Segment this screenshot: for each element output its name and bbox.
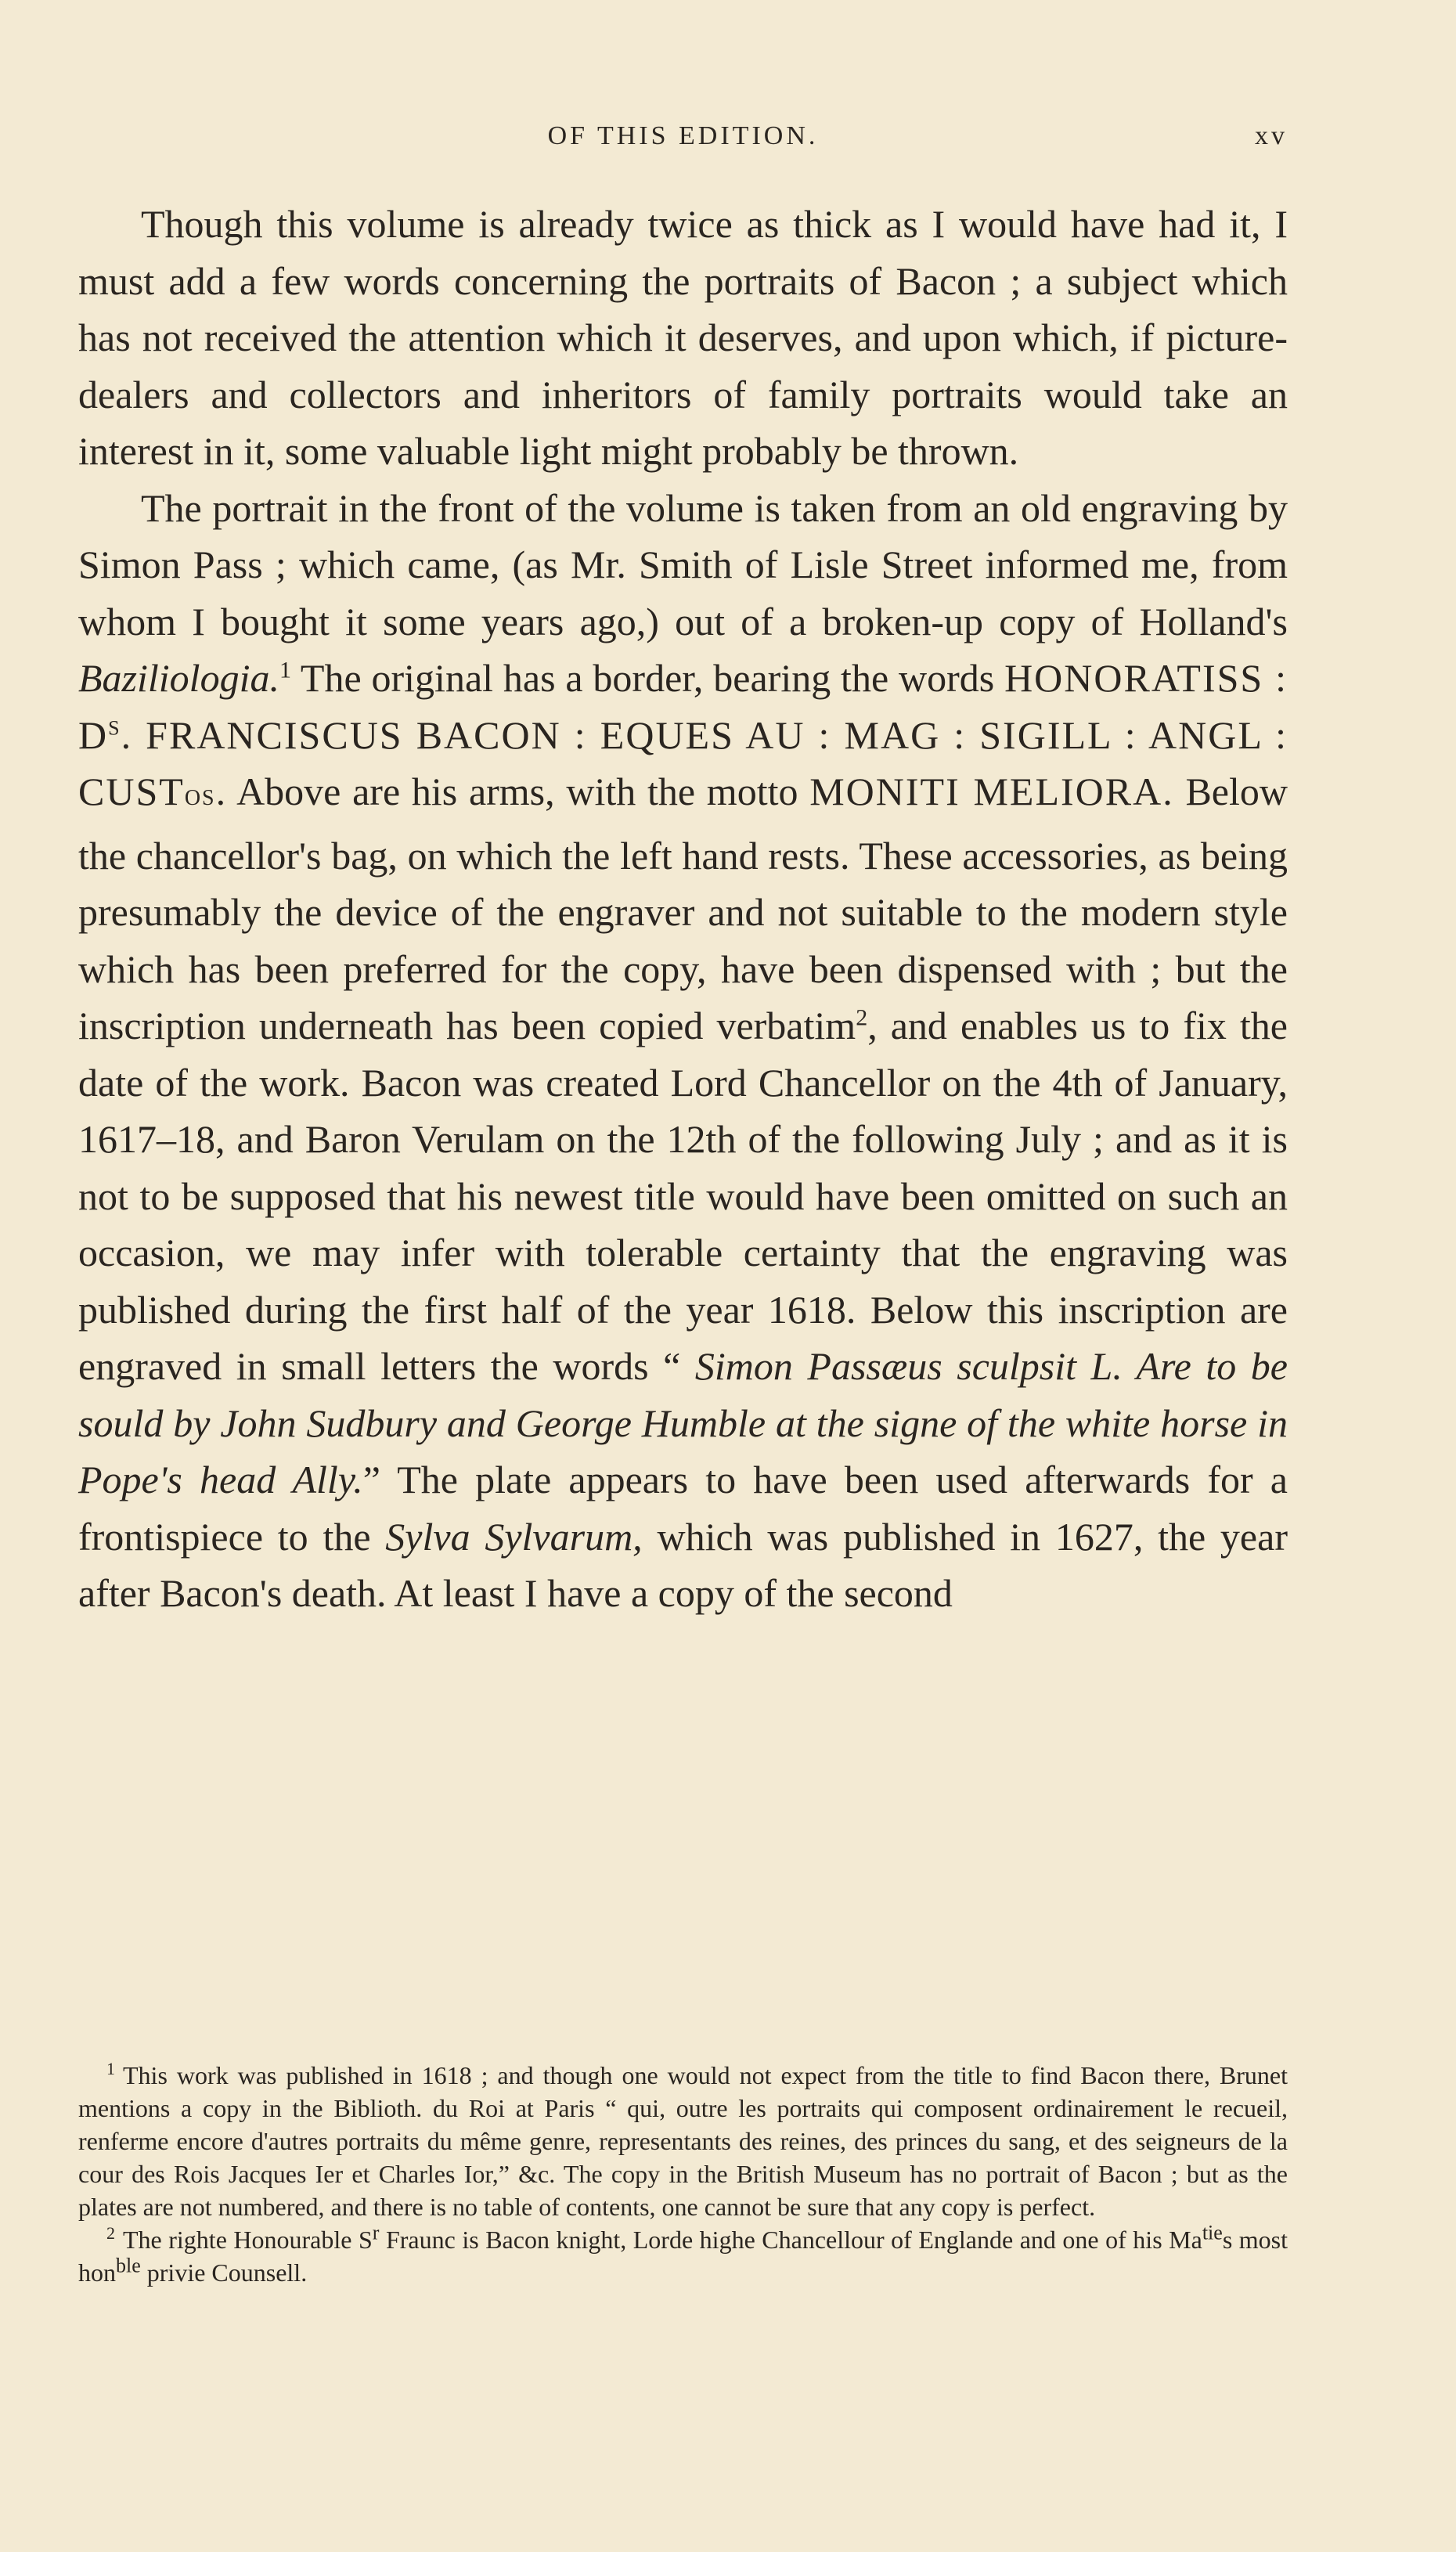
paragraph-1 <box>78 196 1288 480</box>
inscription-sup: S <box>108 715 121 739</box>
running-head <box>78 121 1288 160</box>
footnote-2-sup-c: ble <box>116 2254 141 2277</box>
footnote-2-marker: 2 <box>106 2223 115 2244</box>
footnote-2-text-a: The righte Honourable S <box>123 2226 373 2254</box>
paragraph-2-part6: ” The plate appears to have been used afterwards for a frontispiece to the <box>78 1458 1288 1559</box>
footnote-2 <box>78 2223 1288 2289</box>
page-number: xv <box>1255 121 1288 150</box>
paragraph-2-part5: , and enables us to fix the date of the work. Bacon was created Lord Chancellor on the 4th of January, 1617–18, and Baron Verulam on the 12th of the following July ; and as it is not to be supposed that his newest title would have been omitted on such an occasion, we may infer with tolerable certainty that the engraving was published during the first half of the year 1618. Below this inscription are engraved in small letters the words “ <box>78 1004 1288 1388</box>
footnote-1-text: This work was published in 1618 ; and though one would not expect from the title to find Bacon there, Brunet mentions a copy in the Biblioth. du Roi at Paris “ qui, outre les portraits qui composent ordinairement le recueil, renferme encore d'autres portraits du même genre, representants des reines, des princes du sang, et des seigneurs de la cour des Rois Jacques Ier et Charles Ior,” &c. The copy in the British Museum has no portrait of Bacon ; but as the plates are not numbered, and there is no table of contents, one cannot be sure that any copy is perfect. <box>78 2061 1288 2221</box>
footnote-2-sup-a: r <box>372 2221 380 2244</box>
paragraph-2-part1: The portrait in the front of the volume is taken from an old engraving by Simon Pass ; which came, (as Mr. Smith of Lisle Street informed me, from whom I bought it some years ago,) out of a broken-up copy of Holland's <box>78 485 1288 643</box>
footnote-2-text-b: Fraunc is Bacon knight, Lorde highe Chancellour of Englande and one of his Ma <box>379 2226 1202 2254</box>
paragraph-2-part7: which was published in 1627, the year after Bacon's death. At least I have a copy of the second <box>78 1514 1288 1615</box>
footnote-2-sup-b: tie <box>1202 2221 1223 2244</box>
paragraph-2 <box>78 480 1288 1622</box>
footnote-2-text-c: s most hon <box>78 2226 1288 2287</box>
running-head-title: OF THIS EDITION. <box>547 121 819 150</box>
paragraph-2-part3: Above are his arms, with the motto <box>227 770 810 813</box>
paragraph-2-part4: Below the chancellor's bag, on which the left hand rests. These accessories, as being presumably the device of the engraver and not suitable to the modern style which has been preferred for the copy, have been dispensed with ; but the inscription underneath has been copied verbatim <box>78 770 1288 1047</box>
paragraph-1-text: Though this volume is already twice as thick as I would have had it, I must add a few words concerning the portraits of Bacon ; a subject which has not received the attention which it deserves, and upon which, if picture-dealers and collectors and inheritors of family portraits would take an interest in it, some valuable light might probably be thrown. <box>78 202 1288 473</box>
inscription-text-a: HONORATISS : D <box>78 656 1288 757</box>
motto: MONITI MELIORA. <box>809 770 1174 813</box>
footnote-1-marker: 1 <box>106 2059 115 2079</box>
footnote-ref-1[interactable]: 1 <box>279 657 291 683</box>
inscription-sub: OS <box>184 786 216 810</box>
italic-sylva-sylvarum: Sylva Sylvarum, <box>385 1514 643 1559</box>
inscription-text-c: . <box>215 770 228 813</box>
body-text <box>78 196 1288 1622</box>
italic-quote: Simon Passæus sculpsit L. Are to be sould by John Sudbury and George Humble at the signe of the white horse in Pope's head Ally. <box>78 1344 1288 1501</box>
italic-baziliologia: Baziliologia. <box>78 656 279 700</box>
inscription-text-b: . FRANCISCUS BACON : EQUES AU : MAG : SIGILL : ANGL : CUST <box>78 712 1288 813</box>
footnotes <box>78 2059 1288 2289</box>
footnote-2-text-d: privie Counsell. <box>140 2258 308 2287</box>
footnote-ref-2[interactable]: 2 <box>856 1004 868 1031</box>
paragraph-2-part2: The original has a border, bearing the words <box>290 656 1005 700</box>
footnote-1 <box>78 2059 1288 2223</box>
